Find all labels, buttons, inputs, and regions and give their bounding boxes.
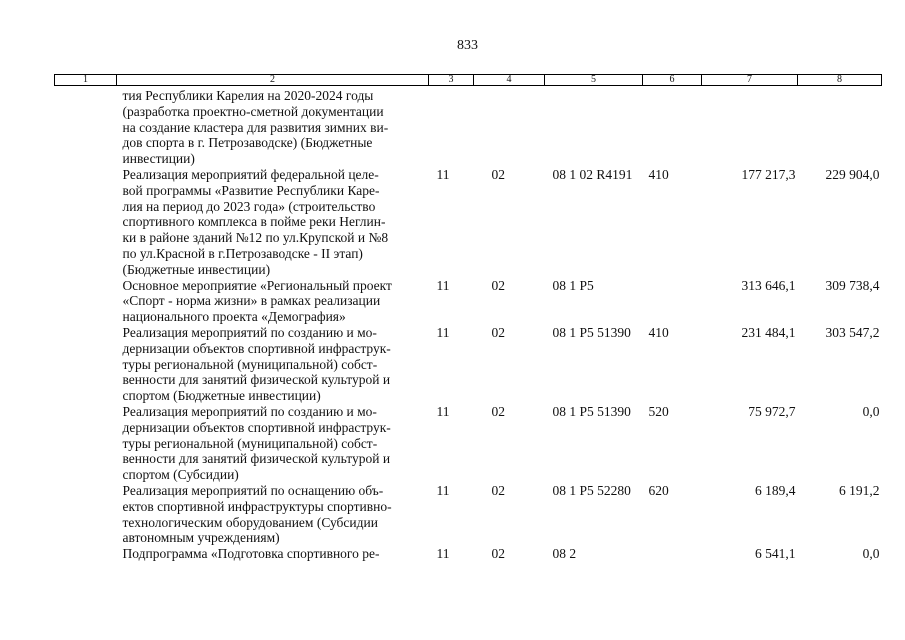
description-line: венности для занятий физической культурой и — [122, 372, 391, 388]
table-row — [55, 546, 882, 562]
description-line: Реализация мероприятий по созданию и мо- — [122, 403, 377, 419]
cell-amount-2: 229 904,0 — [825, 166, 880, 182]
cell-section: 11 — [436, 277, 450, 293]
cell-target-article: 08 1 P5 52280 — [552, 482, 631, 498]
column-header-1: 1 — [55, 75, 117, 86]
cell-target-article: 08 1 P5 51390 — [552, 324, 631, 340]
cell-section: 11 — [436, 403, 450, 419]
cell-expense-type: 520 — [648, 403, 669, 419]
cell-amount-2: 0,0 — [862, 546, 880, 562]
column-header-8: 8 — [798, 75, 882, 86]
row-description — [117, 167, 429, 278]
description-line: туры региональной (муниципальной) собст- — [122, 356, 378, 372]
page-number: 833 — [457, 38, 478, 53]
cell-amount-1: 75 972,7 — [748, 403, 796, 419]
cell-target-article: 08 1 P5 — [552, 277, 594, 293]
cell-amount-1 — [702, 86, 798, 167]
column-header-2: 2 — [117, 75, 429, 86]
row-description — [117, 404, 429, 483]
cell-col-1 — [55, 325, 117, 404]
table-row — [55, 404, 882, 483]
description-line: технологическим оборудованием (Субсидии — [122, 514, 378, 530]
cell-expense-type — [643, 86, 702, 167]
column-header-5: 5 — [545, 75, 643, 86]
cell-col-1 — [55, 546, 117, 562]
description-line: тия Республики Карелия на 2020-2024 годы — [122, 88, 374, 103]
description-line: «Спорт - норма жизни» в рамках реализации — [122, 293, 381, 309]
cell-amount-1: 6 541,1 — [755, 546, 796, 562]
cell-col-1 — [55, 404, 117, 483]
cell-amount-1: 231 484,1 — [741, 324, 796, 340]
description-line: Реализация мероприятий по созданию и мо- — [122, 324, 377, 340]
cell-col-1 — [55, 86, 117, 167]
description-line: (Бюджетные инвестиции) — [122, 261, 271, 277]
cell-target-article: 08 2 — [552, 546, 577, 562]
table-row — [55, 325, 882, 404]
cell-amount-2: 309 738,4 — [825, 277, 880, 293]
cell-amount-1: 313 646,1 — [741, 277, 796, 293]
table-row — [55, 278, 882, 325]
description-line: ки в районе зданий №12 по ул.Крупской и №8 — [122, 230, 389, 246]
cell-section: 11 — [436, 546, 450, 562]
cell-col-1 — [55, 167, 117, 278]
cell-subsection: 02 — [491, 166, 505, 182]
cell-expense-type — [643, 278, 702, 325]
cell-target-article: 08 1 P5 51390 — [552, 403, 631, 419]
cell-subsection — [474, 86, 545, 167]
cell-target-article: 08 1 02 R4191 — [552, 166, 633, 182]
cell-section: 11 — [436, 482, 450, 498]
cell-subsection: 02 — [491, 482, 505, 498]
cell-target-article — [545, 86, 643, 167]
row-description — [117, 325, 429, 404]
row-description — [117, 546, 429, 562]
row-description — [117, 278, 429, 325]
column-number-row — [55, 75, 882, 86]
description-line: вой программы «Развитие Республики Каре- — [122, 182, 380, 198]
description-line: (разработка проектно-сметной документации — [122, 103, 384, 119]
cell-amount-2: 303 547,2 — [825, 324, 880, 340]
cell-expense-type: 620 — [648, 482, 669, 498]
column-header-6: 6 — [643, 75, 702, 86]
description-line: туры региональной (муниципальной) собст- — [122, 435, 378, 451]
description-line: Подпрограмма «Подготовка спортивного ре- — [122, 546, 380, 562]
description-line: автономным учреждениям) — [122, 530, 280, 546]
description-line: лия на период до 2023 года» (строительство — [122, 198, 376, 214]
table-row — [55, 86, 882, 167]
description-line: спортом (Субсидии) — [122, 467, 239, 483]
description-line: Реализация мероприятий федеральной целе- — [122, 166, 379, 182]
table-row — [55, 483, 882, 546]
cell-amount-2: 6 191,2 — [839, 482, 880, 498]
description-line: дов спорта в г. Петрозаводске) (Бюджетные — [122, 135, 373, 151]
cell-amount-1: 177 217,3 — [741, 166, 796, 182]
budget-table — [54, 74, 882, 562]
description-line: национального проекта «Демография» — [122, 309, 346, 325]
cell-expense-type: 410 — [648, 324, 669, 340]
description-line: венности для занятий физической культурой и — [122, 451, 391, 467]
cell-subsection: 02 — [491, 324, 505, 340]
description-line: спортом (Бюджетные инвестиции) — [122, 388, 321, 404]
cell-amount-2 — [798, 86, 882, 167]
cell-subsection: 02 — [491, 546, 505, 562]
column-header-7: 7 — [702, 75, 798, 86]
cell-expense-type — [643, 546, 702, 562]
column-header-3: 3 — [429, 75, 474, 86]
table-row — [55, 167, 882, 278]
cell-amount-1: 6 189,4 — [755, 482, 796, 498]
description-line: Реализация мероприятий по оснащению объ- — [122, 482, 384, 498]
cell-section: 11 — [436, 166, 450, 182]
cell-section: 11 — [436, 324, 450, 340]
column-header-4: 4 — [474, 75, 545, 86]
cell-subsection: 02 — [491, 403, 505, 419]
cell-col-1 — [55, 483, 117, 546]
description-line: ектов спортивной инфраструктуры спортивно- — [122, 498, 392, 514]
cell-subsection: 02 — [491, 277, 505, 293]
description-line: дернизации объектов спортивной инфраструк- — [122, 340, 391, 356]
description-line: Основное мероприятие «Региональный проект — [122, 277, 392, 293]
cell-amount-2: 0,0 — [862, 403, 880, 419]
description-line: инвестиции) — [122, 151, 195, 167]
description-line: дернизации объектов спортивной инфраструк- — [122, 419, 391, 435]
description-line: по ул.Красной в г.Петрозаводске - II этап) — [122, 245, 363, 261]
cell-col-1 — [55, 278, 117, 325]
description-line: спортивного комплекса в пойме реки Неглин- — [122, 214, 386, 230]
row-description — [117, 483, 429, 546]
description-line: на создание кластера для развития зимних ви- — [122, 119, 389, 135]
cell-section — [429, 86, 474, 167]
row-description — [117, 86, 429, 167]
cell-expense-type: 410 — [648, 166, 669, 182]
